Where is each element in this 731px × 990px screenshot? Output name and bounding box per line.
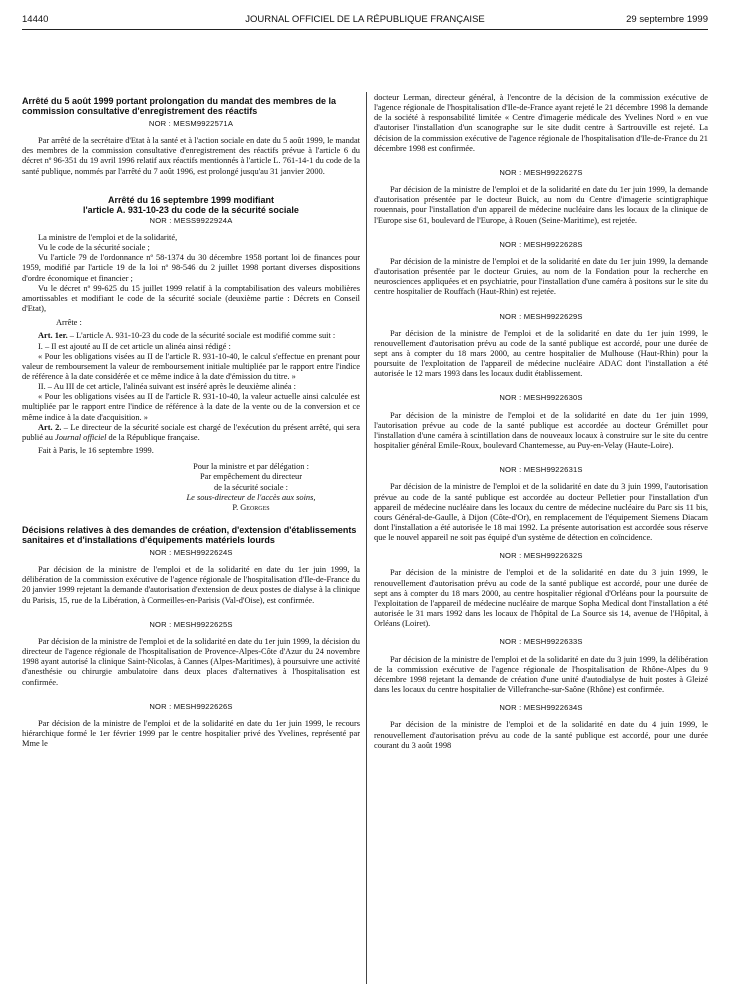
- arrete-2-done-at: Fait à Paris, le 16 septembre 1999.: [38, 446, 154, 456]
- signature-line-2: Par empêchement du directeur: [199, 472, 303, 482]
- decision-10-body: Par décision de la ministre de l'emploi et de la solidarité en date du 3 juin 1999, la délibération de la commission exécutive de l'agence régionale de l'hospitalisation de Rhône-Alpes du 9 décembre 1998 rejetant la demande de création d'une unité d'autodialyse de huit postes à Gleizé dans les locaux du centre hospitalier de Villefranche-sur-Saône (Rhône) est confirmée.: [374, 654, 708, 695]
- header-rule: [22, 29, 708, 30]
- decision-4-nor: NOR : MESH9922627S: [499, 167, 583, 177]
- right-column: [374, 93, 708, 751]
- decision-7-body: Par décision de la ministre de l'emploi et de la solidarité en date du 1er juin 1999, l'autorisation prévue au code de la santé publique est accordée au docteur Grémillet pour l'installation d'une caméra à scintillation dans de nouveaux locaux à construire sur le site du centre hospitalier général Emile-Roux, boulevard Chantemesse, au Puy-en-Velay (Haute-Loire).: [374, 410, 708, 451]
- signature-line-1: Pour la ministre et par délégation :: [193, 462, 309, 472]
- decision-8-body: Par décision de la ministre de l'emploi et de la solidarité en date du 3 juin 1999, l'autorisation prévue au code de la santé publique est accordée au docteur Pelletier pour l'installation d'un appareil de médecine nucléaire dans les locaux du centre de médecine nucléaire du Parc sis 11 bis, cours Général-de-Gaulle, à Dijon (Côte-d'Or), en remplacement de l'équipement Siemens Diacam dont l'installation a été autorisée le 18 mai 1992. La présente autorisation est accordée sous réserve que le nouvel appareil ne soit pas équipé d'un système de détection en coïncidence.: [374, 482, 708, 543]
- decision-1-nor: NOR : MESH9922624S: [149, 548, 233, 557]
- decision-11-nor: NOR : MESH9922634S: [499, 703, 583, 713]
- decision-2-nor: NOR : MESH9922625S: [149, 619, 233, 629]
- journal-title: JOURNAL OFFICIEL DE LA RÉPUBLIQUE FRANÇAISE: [245, 14, 485, 25]
- decision-11-body: Par décision de la ministre de l'emploi et de la solidarité en date du 4 juin 1999, le renouvellement d'autorisation prévu au code de la santé publique est accordé, pour une durée courant du 3 août 1998: [374, 720, 708, 750]
- page-header: [22, 14, 708, 28]
- decision-5-body: Par décision de la ministre de l'emploi et de la solidarité en date du 1er juin 1999, la demande d'autorisation présentée par le docteur Gruies, au nom de la Fondation pour la recherche en neurosciences appliquées et en psychiatrie, pour l'installation d'une caméra à positons sur le site du centre hospitalier de Rouffach (Haut-Rhin) est rejetée.: [374, 256, 708, 297]
- decision-4-body: Par décision de la ministre de l'emploi et de la solidarité en date du 1er juin 1999, la demande d'autorisation présentée par le docteur Buick, au nom du Centre d'imagerie scintigraphique rouennais, pour l'installation d'un appareil de médecine nucléaire dans les locaux de la clinique de l'Europe sise 61, boulevard de l'Europe, à Rouen (Seine-Maritime), est rejetée.: [374, 185, 708, 225]
- decision-7-nor: NOR : MESH9922630S: [499, 393, 583, 403]
- arrete-2-arrete: Arrête :: [56, 318, 82, 328]
- arrete-2-p8: II. – Au III de cet article, l'alinéa suivant est inséré après le deuxième alinéa :: [38, 382, 296, 392]
- arrete-2-p7: « Pour les obligations visées au II de l'article R. 931-10-40, le calcul s'effectue en prenant pour valeur de remboursement la valeur de remboursement initiale multipliée par le rapport entre l'indice de référence à la date considérée et ce même indice à la date d'émission du titre. »: [22, 351, 360, 381]
- arrete-2-p4: Vu le décret nº 99-625 du 15 juillet 1999 relatif à la comptabilisation des valeurs mobilières amortissables et modifiant le code de la sécurité sociale (deuxième partie : Décrets en Conseil d'Etat),: [22, 283, 360, 314]
- decision-3-body: Par décision de la ministre de l'emploi et de la solidarité en date du 1er juin 1999, le recours hiérarchique formé le 1er février 1999 par le centre hospitalier privé des Yvelines, représenté par Mme le: [22, 718, 360, 749]
- arrete-2-art2: [22, 423, 360, 443]
- art2-text-a: – Le directeur de la sécurité sociale est chargé de l'exécution du présent arrêté, qui sera publié au: [22, 422, 360, 442]
- signature-block: [142, 462, 360, 513]
- decision-1-body: Par décision de la ministre de l'emploi et de la solidarité en date du 1er juin 1999, la délibération de la commission exécutive de l'agence régionale de l'hospitalisation d'Ile-de-France du 20 janvier 1999 rejetant la demande d'autorisation d'extension de deux postes de dialyse à la clinique du Parisis, 15, rue de la Libération, à Cormeilles-en-Parisis (Val-d'Oise), est confirmée.: [22, 565, 360, 605]
- arrete-2-title-line2: l'article A. 931-10-23 du code de la sécurité sociale: [83, 204, 299, 215]
- decision-3-nor: NOR : MESH9922626S: [149, 701, 233, 711]
- left-column: [22, 96, 360, 749]
- decision-8-nor: NOR : MESH9922631S: [499, 465, 583, 475]
- arrete-1-body: Par arrêté de la secrétaire d'Etat à la santé et à l'action sociale en date du 5 août 1999, le mandat des membres de la commission consultative d'enregistrement des réactifs prévue à l'article 6 du décret nº 96-351 du 19 avril 1996 relatif aux réactifs mentionnés à l'article L. 761-14-1 du code de la santé publique, nommés par l'arrêté du 7 août 1996, est prolongé jusqu'au 31 janvier 2000.: [22, 136, 360, 176]
- arrete-2-title-line1: Arrêté du 16 septembre 1999 modifiant: [107, 194, 275, 205]
- decision-6-nor: NOR : MESH9922629S: [499, 311, 583, 321]
- decision-2-body: Par décision de la ministre de l'emploi et de la solidarité en date du 1er juin 1999, la décision du directeur de l'agence régionale de l'hospitalisation de Provence-Alpes-Côte d'Azur du 24 novembre 1998 ayant autorisé la clinique Saint-Nicolas, à Cannes (Alpes-Maritimes), à poursuivre une activité d'anesthésie ou chirurgie ambulatoire dans deux places d'alternatives à l'hospitalisation est confirmée.: [22, 636, 360, 687]
- art2-text-italic: Journal officiel: [55, 432, 107, 442]
- arrete-2-p6: I. – Il est ajouté au II de cet article un alinéa ainsi rédigé :: [38, 341, 231, 351]
- arrete-2-p3: Vu l'article 79 de l'ordonnance nº 58-1374 du 30 décembre 1958 portant loi de finances pour 1959, modifié par l'article 19 de la loi nº 98-546 du 2 juillet 1998 portant diverses dispositions d'ordre économique et financier ;: [22, 253, 360, 283]
- arrete-2-p1: La ministre de l'emploi et de la solidarité,: [38, 232, 178, 242]
- arrete-1-title: Arrêté du 5 août 1999 portant prolongation du mandat des membres de la commission consultative d'enregistrement des réactifs: [22, 96, 337, 116]
- signature-line-4: Le sous-directeur de l'accès aux soins,: [186, 492, 316, 502]
- arrete-2-art1: [22, 331, 360, 341]
- signature-line-3: de la sécurité sociale :: [214, 482, 288, 492]
- decision-10-nor: NOR : MESH9922633S: [499, 637, 583, 647]
- arrete-2-nor: NOR : MESS9922924A: [149, 215, 233, 225]
- issue-date: 29 septembre 1999: [626, 14, 708, 25]
- arrete-2-p2: Vu le code de la sécurité sociale ;: [38, 243, 150, 253]
- decision-5-nor: NOR : MESH9922628S: [499, 239, 583, 249]
- decision-3-continued: docteur Lerman, directeur général, à l'encontre de la décision de la commission exécutive de l'agence régionale de l'hospitalisation d'Ile-de-France ayant rejeté le 21 décembre 1998 la demande de la société à responsabilité limitée « Centre d'imagerie médicale des Yvelines Nord » en vue d'autoriser l'installation d'un scanographe sur le site dudit centre à Sartrouville est rejeté. La décision de la commission exécutive de l'agence régionale de l'hospitalisation d'Ile-de-France du 21 décembre 1998 est confirmée.: [374, 93, 708, 153]
- art1-label: Art. 1er.: [38, 331, 68, 341]
- decisions-title: Décisions relatives à des demandes de création, d'extension d'établissements sanitaires et d'installations d'équipements matériels lourds: [22, 525, 357, 545]
- arrete-2-p9: « Pour les obligations visées au II de l'article R. 931-10-40, la valeur actuelle ainsi calculée est multipliée par le rapport entre l'indice de référence à la date de la vente ou de la conversion et ce même indice à la date d'acquisition. »: [22, 392, 360, 422]
- decision-9-nor: NOR : MESH9922632S: [499, 551, 583, 561]
- decision-9-body: Par décision de la ministre de l'emploi et de la solidarité en date du 3 juin 1999, le renouvellement d'autorisation prévu au code de la santé publique est accordé, pour une durée de sept ans à compter du 18 mars 2000, au centre hospitalier régional d'Orléans pour la poursuite de l'exploitation de l'appareil de médecine nucléaire de marque Sopha Medical dont l'installation a été autorisée le 31 mars 1992 dans les locaux de l'hôpital de La Source sis 14, avenue de l'Hôpital, à Orléans (Loiret).: [374, 568, 708, 629]
- art2-text-b: de la République française.: [106, 432, 200, 442]
- arrete-1-nor: NOR : MESM9922571A: [148, 119, 234, 128]
- signatory-name: P. Georges: [232, 502, 270, 512]
- decision-6-body: Par décision de la ministre de l'emploi et de la solidarité en date du 1er juin 1999, le renouvellement d'autorisation prévu au code de la santé publique est accordé, pour une durée de sept ans à compter du 18 mars 2000, au centre hospitalier de Mulhouse (Haut-Rhin) pour la poursuite de l'exploitation de l'appareil de médecine nucléaire ADAC dont l'installation a été autorisée le 12 mars 1993 dans les locaux dudit établissement.: [374, 328, 708, 379]
- art1-text: – L'article A. 931-10-23 du code de la sécurité sociale est modifié comme suit :: [67, 331, 336, 341]
- art2-label: Art. 2.: [38, 422, 62, 432]
- page-number: 14440: [22, 14, 49, 25]
- column-divider: [366, 92, 367, 984]
